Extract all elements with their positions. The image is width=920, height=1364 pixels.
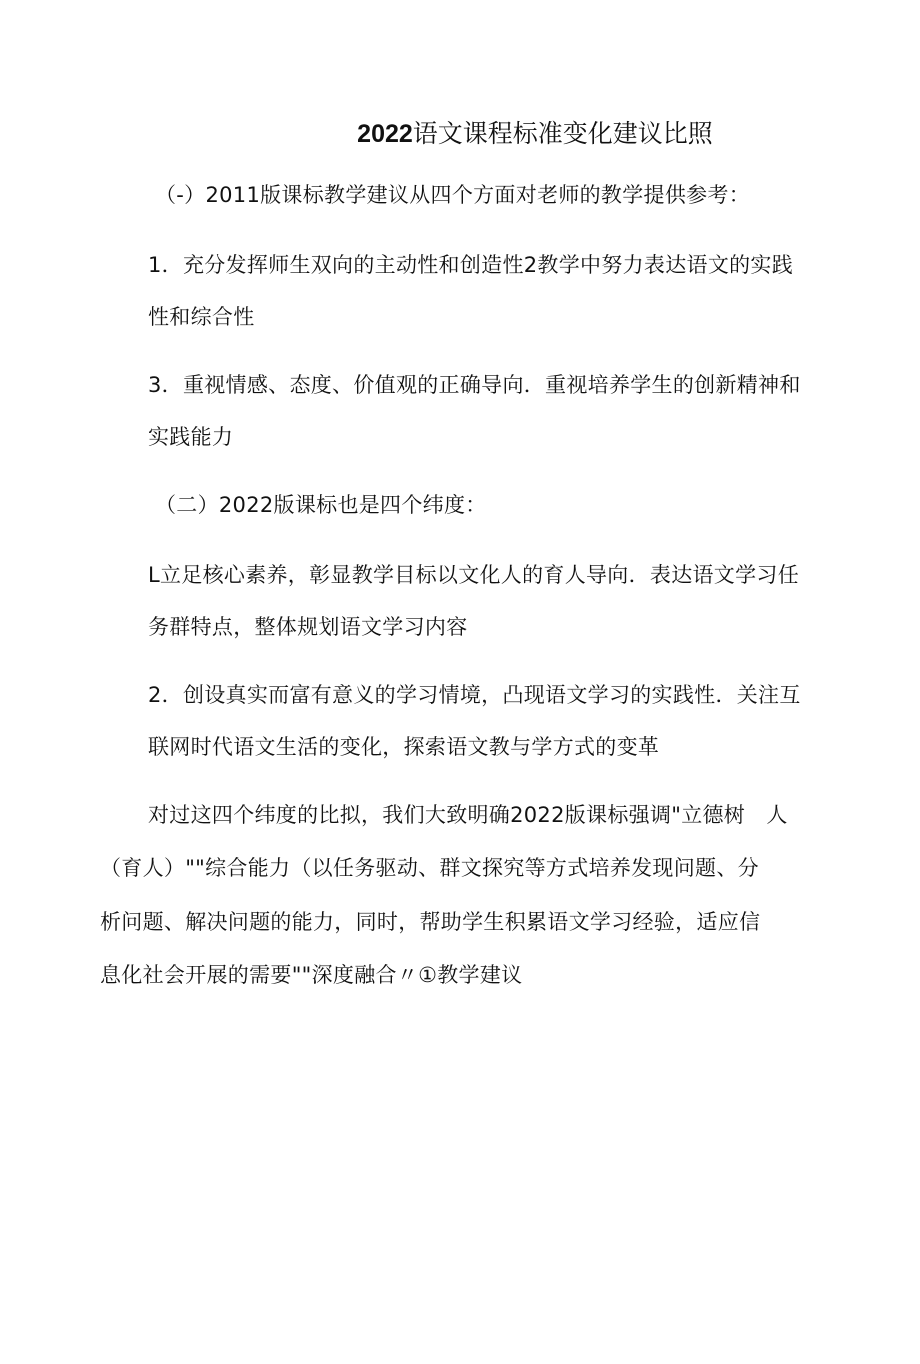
section-heading-2011: （-）2011版课标教学建议从四个方面对老师的教学提供参考：	[155, 183, 751, 207]
paragraph-line: 联网时代语文生活的变化，探索语文教与学方式的变革	[148, 735, 660, 759]
document-title	[0, 116, 920, 152]
paragraph-line: 性和综合性	[148, 305, 255, 329]
paragraph-line: 3．重视情感、态度、价值观的正确导向．重视培养学生的创新精神和	[148, 373, 801, 397]
title-text: 语文课程标准变化建议比照	[412, 119, 713, 148]
paragraph-line: 2．创设真实而富有意义的学习情境，凸现语文学习的实践性．关注互	[148, 683, 801, 707]
summary-line: （育人）""综合能力（以任务驱动、群文探究等方式培养发现问题、分	[100, 856, 759, 880]
summary-line: 对过这四个纬度的比拟，我们大致明确2022版课标强调"立德树 人	[148, 803, 788, 827]
paragraph-line: L立足核心素养，彰显教学目标以文化人的育人导向．表达语文学习任	[148, 563, 799, 587]
paragraph-line: 务群特点，整体规划语文学习内容	[148, 615, 468, 639]
section-heading-2022: （二）2022版课标也是四个纬度：	[155, 493, 487, 517]
summary-line: 息化社会开展的需要""深度融合〃①教学建议	[100, 963, 523, 987]
summary-line: 析问题、解决问题的能力，同时，帮助学生积累语文学习经验，适应信	[100, 910, 761, 934]
title-year: 2022	[357, 120, 413, 148]
paragraph-line: 1．充分发挥师生双向的主动性和创造性2教学中努力表达语文的实践	[148, 253, 794, 277]
paragraph-line: 实践能力	[148, 425, 234, 449]
